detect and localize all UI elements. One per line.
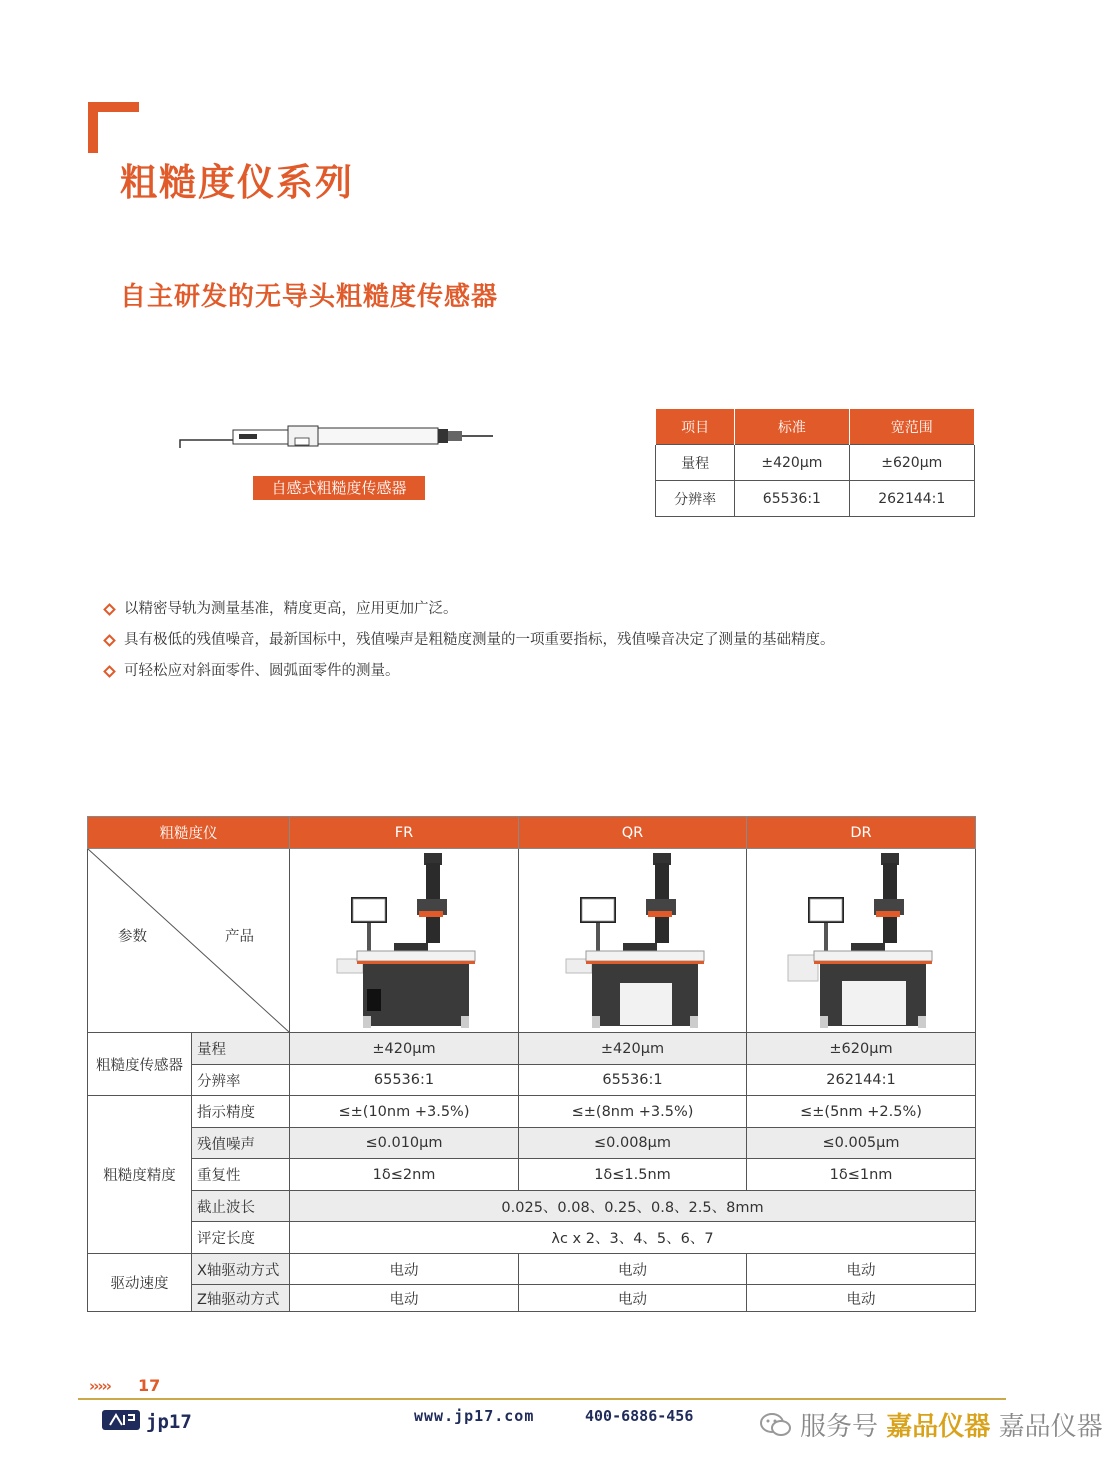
diamond-bullet-icon (103, 665, 116, 678)
row-label: 残值噪声 (192, 1128, 290, 1159)
spec-header-wide: 宽范围 (849, 409, 974, 445)
page-number: 17 (138, 1376, 161, 1395)
table-row (88, 1285, 976, 1312)
website-link[interactable]: www.jp17.com (414, 1407, 535, 1425)
watermark (800, 1406, 1103, 1443)
roughness-machine-dr-image (786, 851, 936, 1031)
spec-cell: ±620μm (849, 445, 974, 481)
product-image-row (88, 849, 976, 1033)
table-cell: 电动 (519, 1254, 747, 1285)
table-cell: ≤0.005μm (747, 1128, 976, 1159)
table-cell: 电动 (290, 1285, 519, 1312)
table-cell: 电动 (747, 1285, 976, 1312)
list-item-text: 可轻松应对斜面零件、圆弧面零件的测量。 (124, 663, 400, 679)
section-subtitle: 自主研发的无导头粗糙度传感器 (120, 282, 499, 312)
header-model-fr: FR (290, 817, 519, 849)
table-row (88, 1096, 976, 1128)
wechat-icon (760, 1412, 792, 1438)
svg-text:jp17: jp17 (146, 1411, 192, 1433)
table-cell: 电动 (519, 1285, 747, 1312)
row-label: 重复性 (192, 1159, 290, 1191)
table-cell: ≤0.008μm (519, 1128, 747, 1159)
row-label: 量程 (192, 1033, 290, 1065)
spec-cell: 65536:1 (735, 481, 849, 517)
diamond-bullet-icon (103, 603, 116, 616)
sensor-spec-table (655, 408, 975, 517)
jp17-logo (102, 1407, 222, 1433)
watermark-suffix: 嘉品仪器 (998, 1412, 1103, 1442)
table-row (88, 1033, 976, 1065)
group-label-drive: 驱动速度 (88, 1254, 192, 1312)
table-row (88, 1065, 976, 1096)
spec-cell: 262144:1 (849, 481, 974, 517)
roughness-machine-qr-image (558, 851, 708, 1031)
table-row (88, 1191, 976, 1222)
diagonal-header-cell (88, 849, 290, 1033)
table-row (88, 1159, 976, 1191)
row-label: 截止波长 (192, 1191, 290, 1222)
table-cell: ≤0.010μm (290, 1128, 519, 1159)
table-row (656, 481, 975, 517)
table-cell: 262144:1 (747, 1065, 976, 1096)
row-label: Z轴驱动方式 (192, 1285, 290, 1312)
spec-cell: 量程 (656, 445, 735, 481)
table-cell-merged: λc x 2、3、4、5、6、7 (290, 1222, 976, 1254)
table-cell: 1δ≤1nm (747, 1159, 976, 1191)
table-cell: 65536:1 (290, 1065, 519, 1096)
page-title: 粗糙度仪系列 (120, 161, 354, 204)
list-item (104, 629, 835, 660)
header-model-qr: QR (519, 817, 747, 849)
spec-header-standard: 标准 (735, 409, 849, 445)
watermark-brand: 嘉品仪器 (886, 1412, 991, 1442)
list-item-text: 具有极低的残值噪音，最新国标中，残值噪声是粗糙度测量的一项重要指标，残值噪音决定了测量的基础精度。 (124, 632, 835, 648)
list-item-text: 以精密导轨为测量基准，精度更高，应用更加广泛。 (124, 601, 458, 617)
feature-list (104, 598, 835, 691)
machine-image-dr (747, 849, 976, 1033)
row-label: X轴驱动方式 (192, 1254, 290, 1285)
table-cell: 1δ≤2nm (290, 1159, 519, 1191)
table-row (88, 1222, 976, 1254)
diag-product-label: 产品 (225, 929, 254, 945)
group-label-sensor: 粗糙度传感器 (88, 1033, 192, 1096)
table-cell: ±620μm (747, 1033, 976, 1065)
product-comparison-table (87, 816, 976, 1312)
roughness-machine-fr-image (329, 851, 479, 1031)
table-cell: ≤±(10nm +3.5%) (290, 1096, 519, 1128)
spec-header-item: 项目 (656, 409, 735, 445)
spec-cell: 分辨率 (656, 481, 735, 517)
table-cell: 1δ≤1.5nm (519, 1159, 747, 1191)
probe-caption: 自感式粗糙度传感器 (253, 476, 425, 500)
sensor-probe-illustration (175, 418, 495, 458)
header-model-dr: DR (747, 817, 976, 849)
phone-number: 400-6886-456 (585, 1407, 694, 1425)
table-cell: ±420μm (519, 1033, 747, 1065)
header-instrument: 粗糙度仪 (88, 817, 290, 849)
diamond-bullet-icon (103, 634, 116, 647)
machine-image-fr (290, 849, 519, 1033)
list-item (104, 660, 835, 691)
chevrons-decoration: ››››› (89, 1377, 110, 1395)
watermark-prefix: 服务号 (800, 1412, 879, 1442)
table-cell: ≤±(8nm +3.5%) (519, 1096, 747, 1128)
spec-cell: ±420μm (735, 445, 849, 481)
table-cell: ≤±(5nm +2.5%) (747, 1096, 976, 1128)
group-label-precision: 粗糙度精度 (88, 1096, 192, 1254)
table-cell: 电动 (747, 1254, 976, 1285)
table-row (88, 1254, 976, 1285)
row-label: 指示精度 (192, 1096, 290, 1128)
table-row (88, 1128, 976, 1159)
corner-bracket-decoration (88, 102, 139, 153)
machine-image-qr (519, 849, 747, 1033)
list-item (104, 598, 835, 629)
table-cell: 65536:1 (519, 1065, 747, 1096)
row-label: 评定长度 (192, 1222, 290, 1254)
table-row (656, 445, 975, 481)
table-cell-merged: 0.025、0.08、0.25、0.8、2.5、8mm (290, 1191, 976, 1222)
row-label: 分辨率 (192, 1065, 290, 1096)
diag-param-label: 参数 (118, 929, 147, 945)
table-cell: ±420μm (290, 1033, 519, 1065)
footer-divider (78, 1398, 1006, 1400)
table-cell: 电动 (290, 1254, 519, 1285)
